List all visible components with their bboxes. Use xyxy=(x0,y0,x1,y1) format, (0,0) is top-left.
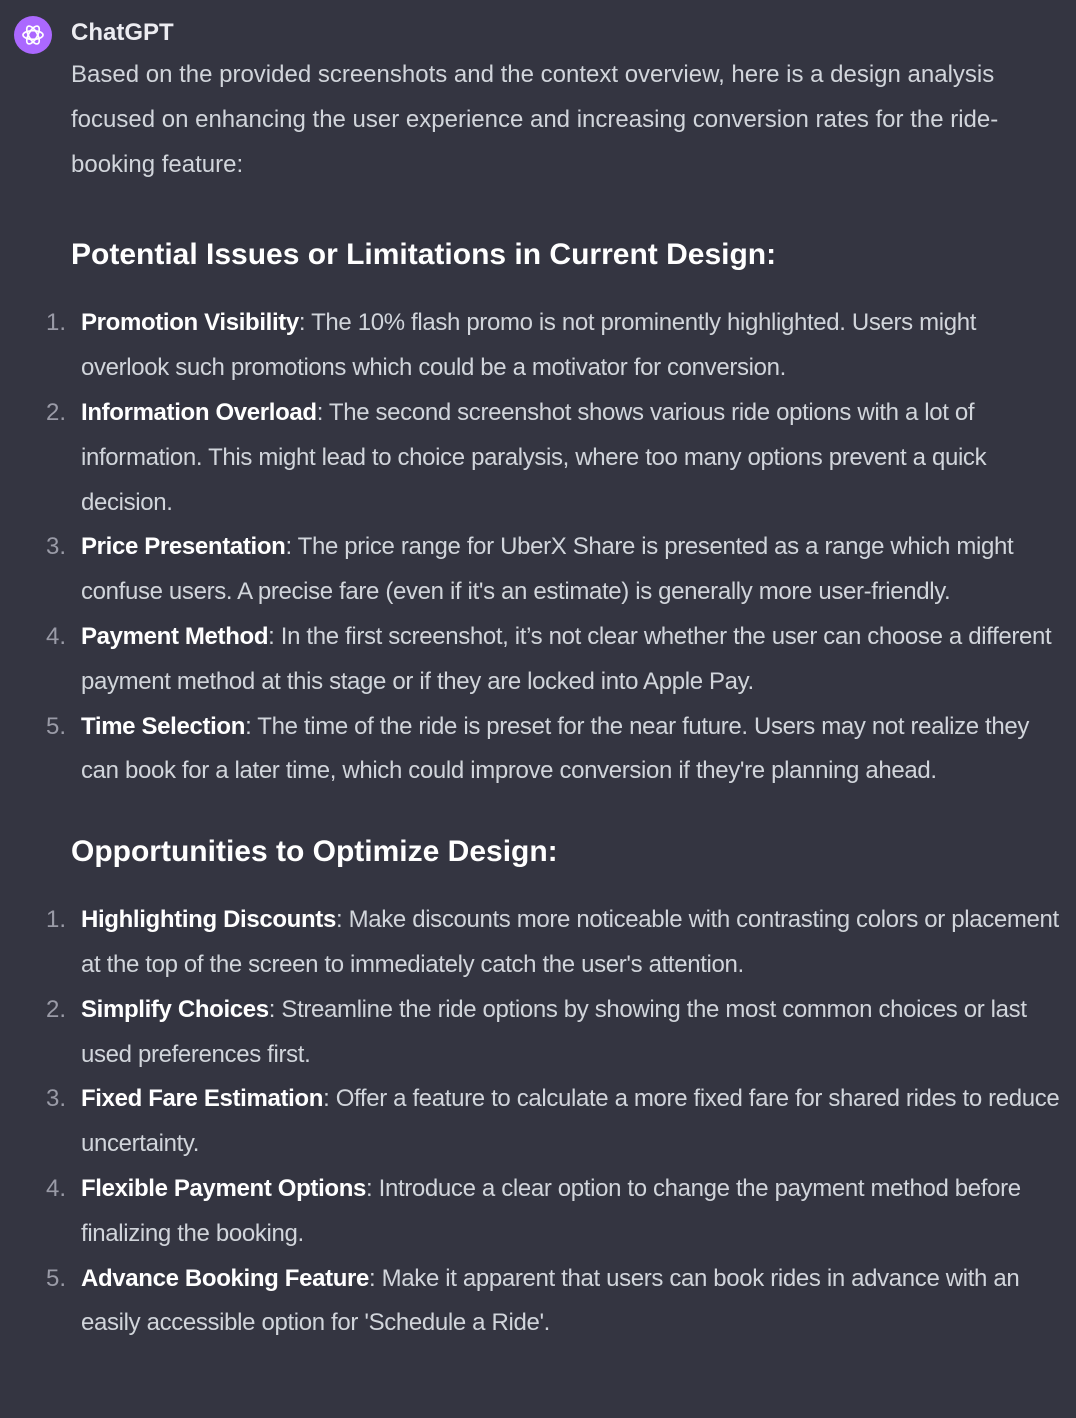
item-title: Information Overload xyxy=(81,398,317,426)
list-number: 3. xyxy=(46,1085,67,1113)
item-title: Price Presentation xyxy=(81,533,286,561)
list-item xyxy=(46,898,1061,988)
list-item xyxy=(46,615,1061,705)
list-item xyxy=(46,1167,1061,1257)
list-number: 4. xyxy=(46,1174,67,1202)
item-title: Flexible Payment Options xyxy=(81,1174,367,1202)
section-heading-issues: Potential Issues or Limitations in Current Design: xyxy=(71,238,777,272)
item-text: : Offer a feature to calculate a more fixed fare for shared rides to reduce uncertainty. xyxy=(81,1085,1060,1158)
opportunities-list xyxy=(46,898,1061,1346)
item-title: Time Selection xyxy=(81,712,246,740)
issues-list xyxy=(46,301,1061,794)
item-text: : Make it apparent that users can book rides in advance with an easily accessible option for 'Schedule a Ride'. xyxy=(81,1264,1020,1337)
list-item xyxy=(46,525,1061,615)
list-number: 1. xyxy=(46,906,67,934)
item-title: Fixed Fare Estimation xyxy=(81,1085,324,1113)
list-number: 2. xyxy=(46,995,67,1023)
list-number: 5. xyxy=(46,1264,67,1292)
item-text: : Make discounts more noticeable with contrasting colors or placement at the top of the screen to immediately catch the user's attention. xyxy=(81,906,1059,978)
list-item xyxy=(46,1077,1061,1167)
list-number: 3. xyxy=(46,533,67,561)
list-number: 1. xyxy=(46,309,67,337)
item-title: Simplify Choices xyxy=(81,995,269,1023)
list-number: 4. xyxy=(46,622,67,650)
item-title: Payment Method xyxy=(81,622,269,650)
item-text: : Introduce a clear option to change the payment method before finalizing the booking. xyxy=(81,1174,1021,1247)
item-text: : In the first screenshot, it’s not clear whether the user can choose a different payment method at this stage or if they are locked into Apple Pay. xyxy=(81,622,1052,695)
chatgpt-avatar xyxy=(14,16,52,54)
item-title: Promotion Visibility xyxy=(81,309,299,337)
list-item xyxy=(46,988,1061,1078)
item-title: Advance Booking Feature xyxy=(81,1264,370,1292)
openai-logo-icon xyxy=(20,22,46,48)
item-text: : Streamline the ride options by showing the most common choices or last used preferences first. xyxy=(81,995,1027,1068)
list-item xyxy=(46,391,1061,525)
item-title: Highlighting Discounts xyxy=(81,906,336,934)
intro-paragraph: Based on the provided screenshots and the context overview, here is a design analysis focused on enhancing the user experience and increasing conversion rates for the ride-booking feature: xyxy=(71,61,999,178)
item-text: : The time of the ride is preset for the near future. Users may not realize they can book for a later time, which could improve conversion if they're planning ahead. xyxy=(81,712,1029,785)
list-number: 5. xyxy=(46,712,67,740)
item-text: : The price range for UberX Share is presented as a range which might confuse users. A precise fare (even if it's an estimate) is generally more user-friendly. xyxy=(81,533,1014,606)
message-content xyxy=(46,53,1061,1346)
list-item xyxy=(46,705,1061,795)
section-heading-opportunities: Opportunities to Optimize Design: xyxy=(71,835,558,869)
item-text: : The second screenshot shows various ride options with a lot of information. This might lead to choice paralysis, where too many options prevent a quick decision. xyxy=(81,398,987,516)
list-item xyxy=(46,1257,1061,1347)
list-number: 2. xyxy=(46,398,67,426)
list-item xyxy=(46,301,1061,391)
author-name: ChatGPT xyxy=(71,19,174,46)
item-text: : The 10% flash promo is not prominently highlighted. Users might overlook such promotions which could be a motivator for conversion. xyxy=(81,309,977,382)
